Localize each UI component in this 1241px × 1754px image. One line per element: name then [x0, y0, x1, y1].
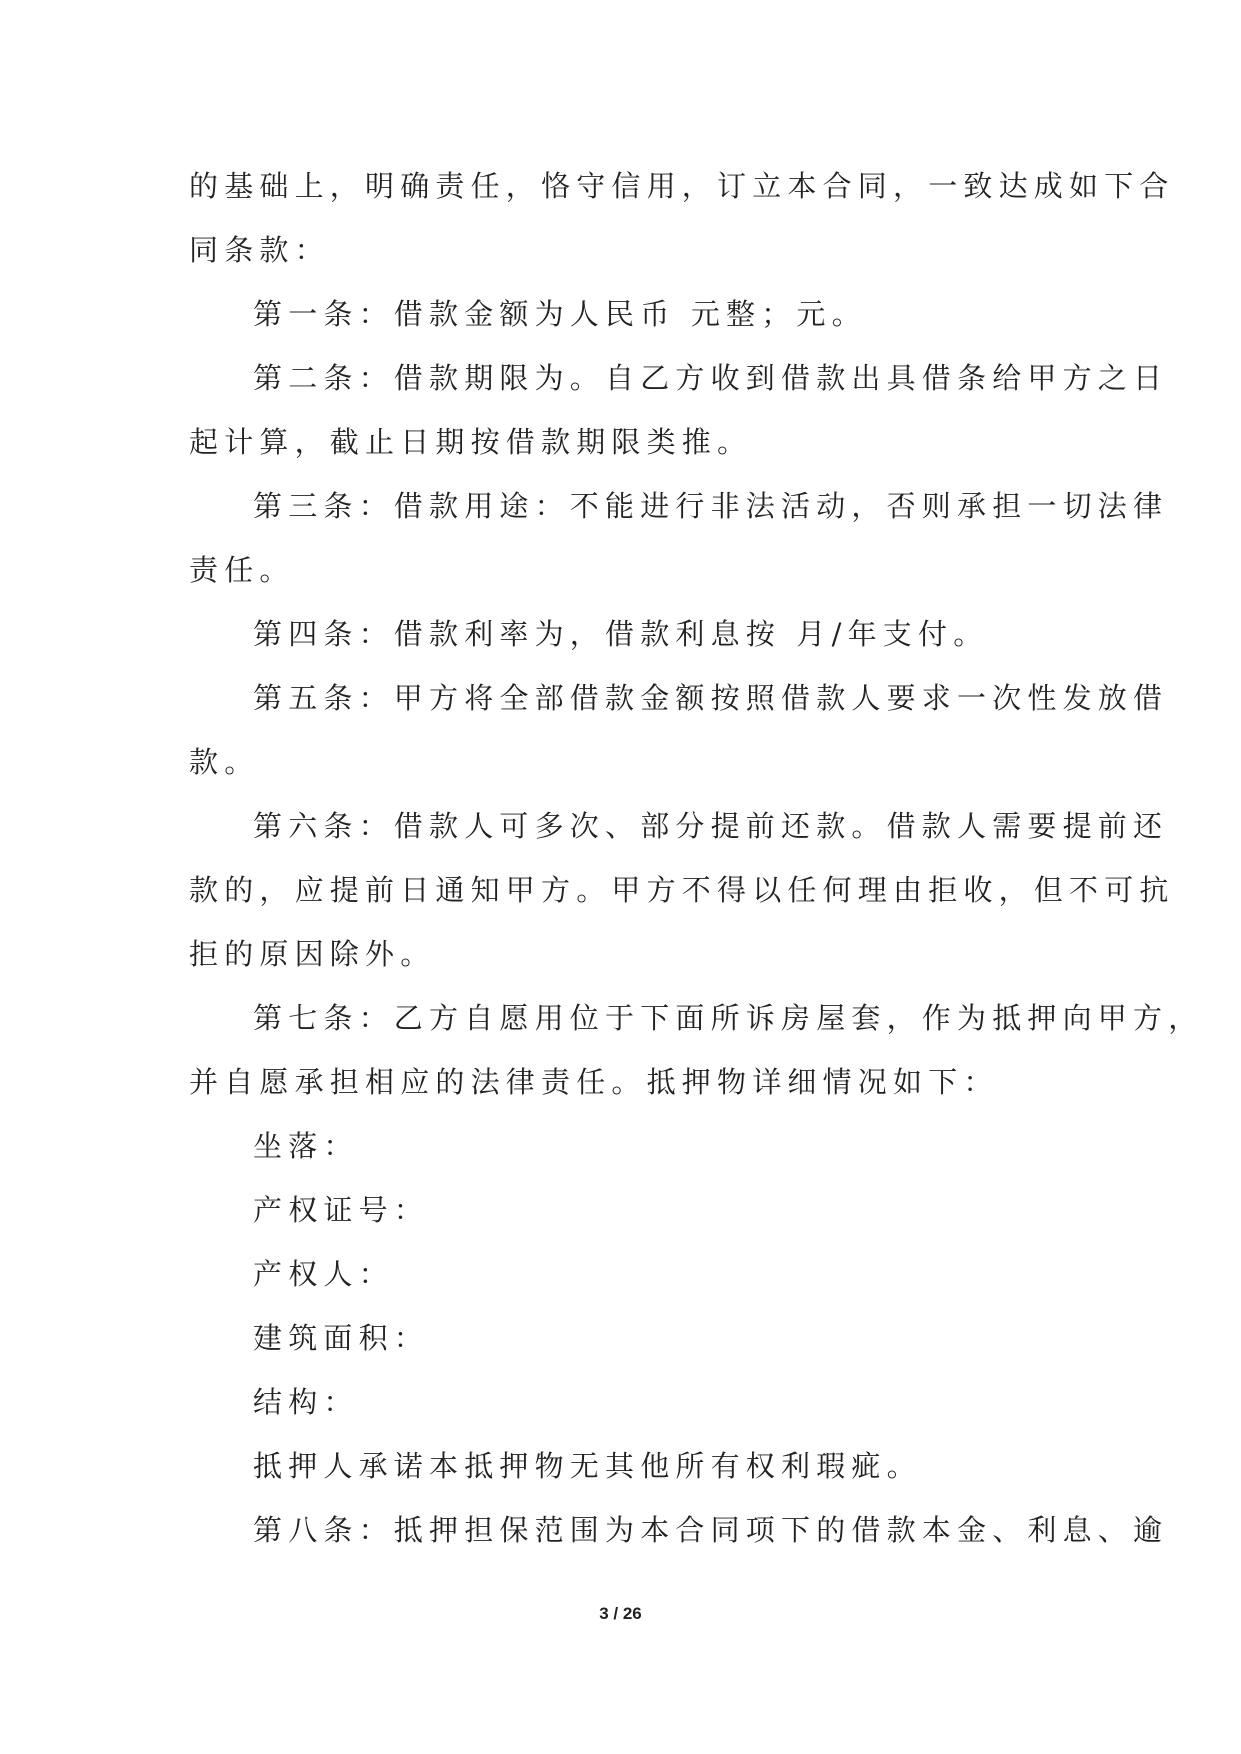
text-line: 起计算，截止日期按借款期限类推。: [189, 425, 753, 459]
article-2-line: 第二条：借款期限为。自乙方收到借款出具借条给甲方之日: [253, 361, 1169, 395]
text-line: 款。: [189, 745, 260, 779]
article-4-line: 第四条：借款利率为，借款利息按 月/年支付。: [253, 617, 989, 651]
text-line: 拒的原因除外。: [189, 937, 436, 971]
page-number: 3 / 26: [599, 1604, 642, 1623]
text-line: 并自愿承担相应的法律责任。抵押物详细情况如下：: [189, 1065, 999, 1099]
property-certificate-field: 产权证号：: [253, 1193, 430, 1227]
text-line: 责任。: [189, 553, 295, 587]
text-line: 的基础上，明确责任，恪守信用，订立本合同，一致达成如下合: [189, 169, 1175, 203]
article-7-line: 第七条：乙方自愿用位于下面所诉房屋套，作为抵押向甲方，: [253, 1001, 1204, 1035]
building-area-field: 建筑面积：: [253, 1321, 430, 1355]
article-1-line: 第一条：借款金额为人民币 元整；元。: [253, 297, 867, 331]
article-3-line: 第三条：借款用途：不能进行非法活动，否则承担一切法律: [253, 489, 1169, 523]
article-8-line: 第八条：抵押担保范围为本合同项下的借款本金、利息、逾: [253, 1513, 1169, 1547]
property-location-field: 坐落：: [253, 1129, 359, 1163]
mortgagor-commitment-line: 抵押人承诺本抵押物无其他所有权利瑕疵。: [253, 1449, 922, 1483]
document-body: [189, 154, 1204, 1562]
article-5-line: 第五条：甲方将全部借款金额按照借款人要求一次性发放借: [253, 681, 1169, 715]
text-line: 款的，应提前日通知甲方。甲方不得以任何理由拒收，但不可抗: [189, 873, 1175, 907]
text-line: 同条款：: [189, 233, 330, 267]
article-6-line: 第六条：借款人可多次、部分提前还款。借款人需要提前还: [253, 809, 1169, 843]
structure-field: 结构：: [253, 1385, 359, 1419]
property-owner-field: 产权人：: [253, 1257, 394, 1291]
